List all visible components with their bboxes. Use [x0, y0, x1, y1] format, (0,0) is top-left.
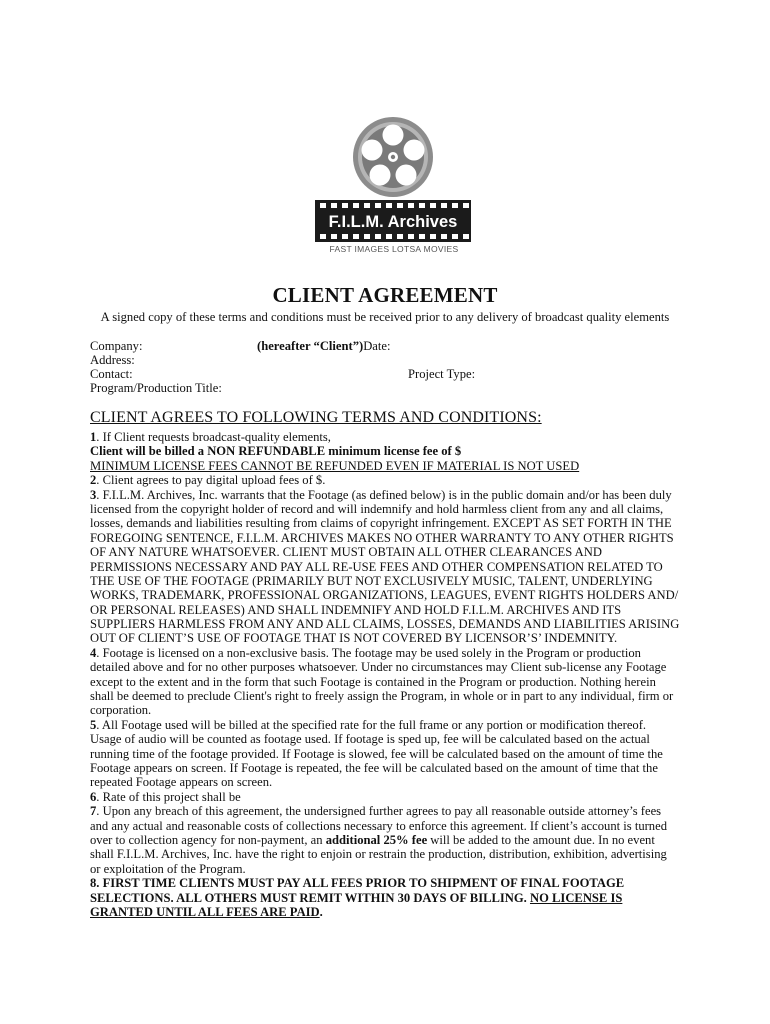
term-line: running time of the footage provided. If Footage is slowed, fee will be calculated based on the amount of time the	[90, 746, 663, 761]
term-line	[90, 804, 690, 818]
term-line	[90, 833, 690, 847]
terms-heading: CLIENT AGREES TO FOLLOWING TERMS AND CONDITIONS:	[90, 409, 542, 426]
term-line: PERMISSIONS NECESSARY AND PAY ALL RE-USE FEES AND OTHER COMPENSATION RELATED TO	[90, 559, 663, 574]
term-line: or exploitation of the Program.	[90, 861, 246, 876]
term-line: 8. FIRST TIME CLIENTS MUST PAY ALL FEES PRIOR TO SHIPMENT OF FINAL FOOTAGE	[90, 876, 625, 891]
term-text: . Upon any breach of this agreement, the undersigned further agrees to pay all reasonable outside attorney’s fees	[96, 804, 662, 819]
term-line	[90, 646, 690, 660]
no-license-emphasis: GRANTED UNTIL ALL FEES ARE PAID	[90, 904, 320, 919]
term-line: repeated Footage appears on screen.	[90, 775, 273, 790]
contact-label: Contact:	[90, 367, 133, 381]
term-line: OUT OF CLIENT’S USE OF FOOTAGE THAT IS NOT COVERED BY LICENSOR’S’ INDEMNITY.	[90, 631, 618, 646]
term-line: Usage of audio will be counted as footage used. If footage is sped up, fee will be calculated based on the actual	[90, 732, 650, 747]
term-number: 1	[90, 430, 97, 444]
hereafter-date-line	[257, 339, 390, 354]
term-line	[90, 905, 690, 919]
document-title: CLIENT AGREEMENT	[272, 283, 498, 307]
address-label: Address:	[90, 353, 135, 367]
term-line: THE USE OF THE FOOTAGE (PRIMARILY BUT NOT EXCLUSIVELY MUSIC, TALENT, UNDERLYING	[90, 573, 653, 588]
term-text: . Client agrees to pay digital upload fees of $.	[96, 473, 326, 488]
term-number: 7	[90, 804, 97, 819]
additional-fee-emphasis: additional 25% fee	[325, 832, 428, 847]
term-text: over to collection agency for non-payment, an	[90, 832, 326, 847]
term-line	[90, 488, 690, 502]
term-line: except to the extent and in the form that such Footage is contained in the Program or production. Nothing herein	[90, 674, 656, 689]
film-archives-logo	[307, 112, 479, 262]
program-title-label: Program/Production Title:	[90, 381, 222, 395]
term-line: MINIMUM LICENSE FEES CANNOT BE REFUNDED EVEN IF MATERIAL IS NOT USED	[90, 458, 580, 473]
term-line: FOREGOING SENTENCE, F.I.L.M. ARCHIVES MAKES NO OTHER WARRANTY TO ANY OTHER RIGHTS	[90, 530, 674, 545]
term-number: 5	[90, 717, 97, 732]
term-line	[90, 473, 690, 487]
logo-wordmark: F.I.L.M. Archives	[328, 213, 458, 231]
term-line	[90, 891, 690, 905]
term-line: OF ANY NATURE WHATSOEVER. CLIENT MUST OBTAIN ALL OTHER CLEARANCES AND	[90, 545, 602, 560]
term-text: . F.I.L.M. Archives, Inc. warrants that the Footage (as defined below) is in the public domain and/or has been duly	[96, 487, 672, 502]
term-number: 4	[90, 645, 97, 660]
no-license-emphasis: NO LICENSE IS	[529, 890, 623, 905]
term-text: will be added to the amount due. In no event	[427, 832, 655, 847]
term-line: Client will be billed a NON REFUNDABLE minimum license fee of $	[90, 444, 462, 459]
terms-body	[90, 430, 690, 919]
term-line: and any actual and reasonable costs of collections necessary to enforce this agreement. If client’s account is turned	[90, 818, 667, 833]
term-line: detailed above and for no other purposes whatsoever. Under no circumstances may Client sub-license any Footage	[90, 660, 667, 675]
term-text: .	[319, 904, 323, 919]
term-line: Footage appears on screen. If Footage is repeated, the fee will be calculated based on the amount of time that the	[90, 760, 658, 775]
term-text: . If Client requests broadcast-quality elements,	[96, 430, 331, 444]
film-reel-icon	[353, 117, 433, 197]
date-label: Date:	[363, 339, 391, 353]
term-text: . Footage is licensed on a non-exclusive basis. The footage may be used solely in the Program or production	[96, 645, 641, 660]
term-text: . Rate of this project shall be	[96, 789, 241, 804]
document-subtitle: A signed copy of these terms and conditions must be received prior to any delivery of broadcast quality elements	[100, 310, 670, 324]
project-type-label: Project Type:	[408, 367, 476, 381]
term-line: WORKS, TRADEMARK, PROFESSIONAL ORGANIZATIONS, LEAGUES, EVENT RIGHTS HOLDERS AND/	[90, 588, 679, 603]
term-number: 3	[90, 487, 97, 502]
filmstrip-banner	[315, 200, 471, 242]
term-line: shall F.I.L.M. Archives, Inc. have the right to enjoin or restrain the production, distribution, exhibition, advertising	[90, 847, 667, 862]
term-number: 6	[90, 789, 97, 804]
term-line	[90, 430, 690, 444]
term-line	[90, 718, 690, 732]
term-line: OR PERSONAL RELEASES) AND SHALL INDEMNIFY AND HOLD F.I.L.M. ARCHIVES AND ITS	[90, 602, 622, 617]
term-text: . All Footage used will be billed at the specified rate for the full frame or any portion or modification thereof.	[96, 717, 647, 732]
term-text: SELECTIONS. ALL OTHERS MUST REMIT WITHIN 30 DAYS OF BILLING.	[90, 890, 530, 905]
term-line: SUPPLIERS HARMLESS FROM ANY AND ALL CLAIMS, LOSSES, DEMANDS AND LIABILITIES ARISING	[90, 617, 680, 632]
company-label: Company:	[90, 339, 143, 353]
hereafter-client-label: (hereafter “Client”)	[257, 339, 364, 353]
term-line	[90, 790, 690, 804]
term-number: 2	[90, 473, 97, 488]
term-line: licensed from the copyright holder of record and will indemnify and hold harmless client from any and all claims,	[90, 501, 664, 516]
term-line: losses, demands and liabilities resulting from claims of copyright infringement. EXCEPT AS SET FORTH IN THE	[90, 516, 672, 531]
logo-tagline: FAST IMAGES LOTSA MOVIES	[329, 244, 459, 254]
term-line: corporation.	[90, 703, 152, 718]
term-line: shall be deemed to preclude Client's right to freely assign the Program, in whole or in part to any individual, firm or	[90, 689, 674, 704]
